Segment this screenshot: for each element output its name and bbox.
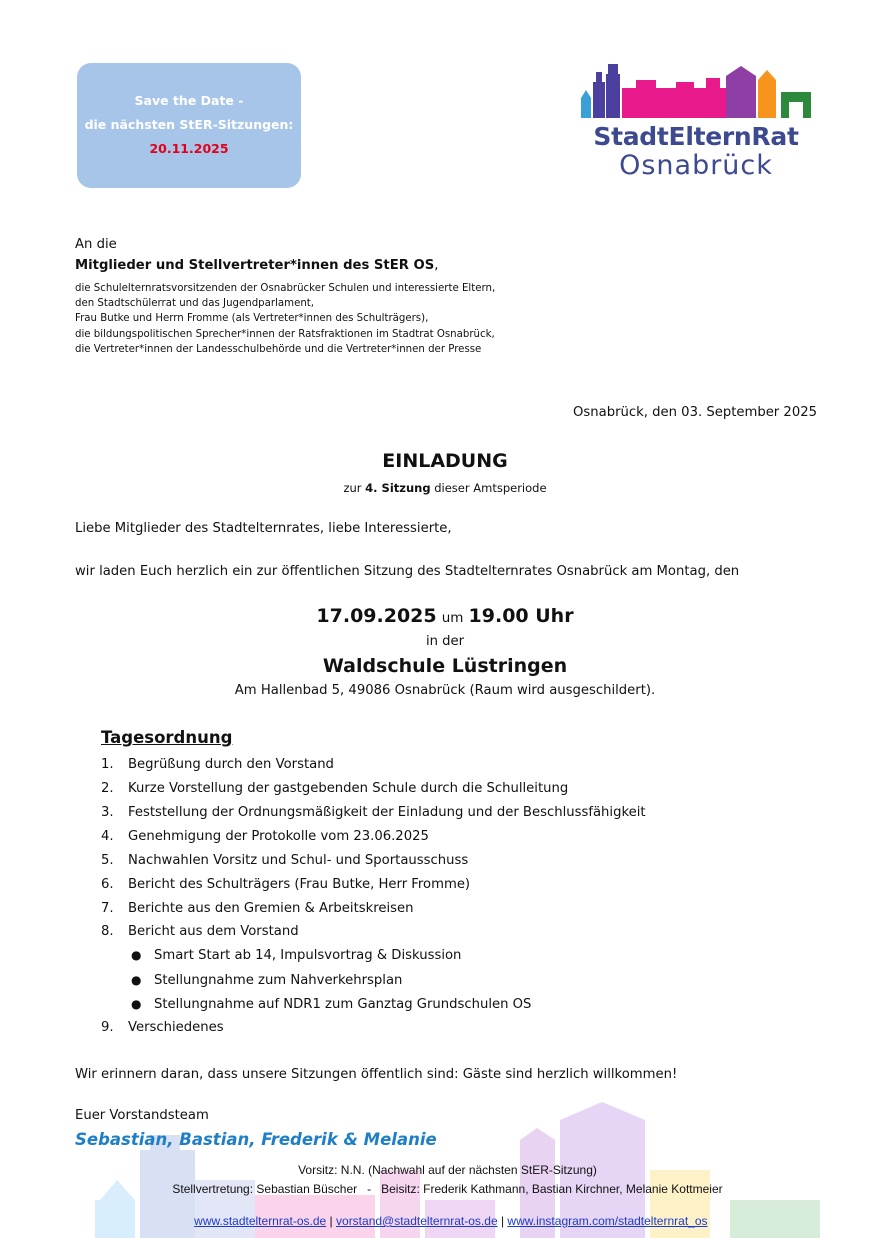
place-date: Osnabrück, den 03. September 2025: [573, 405, 817, 420]
agenda-subitem-text: Stellungnahme zum Nahverkehrsplan: [154, 973, 403, 988]
agenda-item-text: Genehmigung der Protokolle vom 23.06.2025: [128, 829, 429, 844]
email-link[interactable]: vorstand@stadtelternrat-os.de: [336, 1214, 498, 1228]
meeting-date: 17.09.2025: [316, 605, 437, 627]
recipient-line: die Vertreter*innen der Landesschulbehörde und die Vertreter*innen der Presse: [75, 343, 482, 355]
agenda-item-number: 2.: [101, 781, 114, 796]
recipient-line: Frau Butke und Herrn Fromme (als Vertreter*innen des Schulträgers),: [75, 313, 429, 325]
meeting-in-der: in der: [425, 634, 465, 649]
footer-board: Stellvertretung: Sebastian Büscher - Beisitz: Frederik Kathmann, Bastian Kirchner, Melanie Kottmeier: [172, 1182, 723, 1196]
footer-chair: Vorsitz: N.N. (Nachwahl auf der nächsten StER-Sitzung): [298, 1163, 597, 1177]
salutation: Liebe Mitglieder des Stadtelternrates, liebe Interessierte,: [75, 521, 452, 536]
agenda-item-number: 6.: [101, 877, 114, 892]
bullet-icon: ●: [131, 948, 142, 962]
agenda-item-number: 1.: [101, 757, 114, 772]
logo-title: StadtElternRat: [593, 122, 799, 151]
subheading-post: dieser Amtsperiode: [430, 481, 547, 495]
footer-separator: |: [326, 1214, 337, 1228]
bullet-icon: ●: [131, 973, 142, 987]
agenda-item-number: 8.: [101, 924, 114, 939]
save-the-date-date: 20.11.2025: [149, 141, 229, 156]
meeting-address: Am Hallenbad 5, 49086 Osnabrück (Raum wird ausgeschildert).: [234, 683, 656, 698]
footer-links: [0, 1200, 875, 1228]
agenda-item-text: Feststellung der Ordnungsmäßigkeit der Einladung und der Beschlussfähigkeit: [128, 805, 646, 820]
subheading-bold: 4. Sitzung: [365, 481, 431, 495]
agenda-item-text: Kurze Vorstellung der gastgebenden Schule durch die Schulleitung: [128, 781, 569, 796]
agenda-item-text: Verschiedenes: [128, 1020, 224, 1035]
subheading-pre: zur: [343, 481, 366, 495]
address-intro: An die: [75, 237, 117, 252]
recipients-list: [75, 281, 495, 357]
agenda-item-number: 7.: [101, 901, 114, 916]
reminder-text: Wir erinnern daran, dass unsere Sitzungen öffentlich sind: Gäste sind herzlich willkommen!: [75, 1067, 678, 1082]
signature: Sebastian, Bastian, Frederik & Melanie: [75, 1130, 437, 1149]
logo: [576, 62, 816, 180]
agenda-item-text: Begrüßung durch den Vorstand: [128, 757, 334, 772]
instagram-link[interactable]: www.instagram.com/stadtelternrat_os: [507, 1214, 708, 1228]
agenda-item-number: 9.: [101, 1020, 114, 1035]
meeting-datetime: [0, 605, 875, 627]
agenda-item-text: Bericht aus dem Vorstand: [128, 924, 299, 939]
recipient-line: die bildungspolitischen Sprecher*innen der Ratsfraktionen im Stadtrat Osnabrück,: [75, 328, 495, 340]
meeting-time: 19.00 Uhr: [468, 605, 574, 627]
agenda-item-number: 3.: [101, 805, 114, 820]
invite-text: wir laden Euch herzlich ein zur öffentlichen Sitzung des Stadtelternrates Osnabrück am Montag, den: [75, 564, 740, 579]
agenda-subitem-text: Smart Start ab 14, Impulsvortrag & Diskussion: [154, 948, 462, 963]
agenda-item-number: 5.: [101, 853, 114, 868]
meeting-um: um: [441, 610, 464, 626]
closing: Euer Vorstandsteam: [75, 1108, 209, 1123]
save-the-date-box: [77, 63, 301, 188]
agenda-item-text: Berichte aus den Gremien & Arbeitskreisen: [128, 901, 414, 916]
page-title: EINLADUNG: [382, 450, 508, 472]
recipients-bold: Mitglieder und Stellvertreter*innen des StER OS: [75, 258, 435, 273]
footer-separator: |: [497, 1214, 508, 1228]
agenda-item-text: Bericht des Schulträgers (Frau Butke, Herr Fromme): [128, 877, 471, 892]
bullet-icon: ●: [131, 997, 142, 1011]
recipients-heading: [75, 258, 438, 273]
agenda-title: Tagesordnung: [101, 728, 233, 747]
recipients-comma: ,: [434, 258, 439, 273]
website-link[interactable]: www.stadtelternrat-os.de: [194, 1214, 327, 1228]
agenda-item-text: Nachwahlen Vorsitz und Schul- und Sportausschuss: [128, 853, 469, 868]
agenda-subitem-text: Stellungnahme auf NDR1 zum Ganztag Grundschulen OS: [154, 997, 532, 1012]
meeting-venue: Waldschule Lüstringen: [322, 655, 568, 677]
recipient-line: den Stadtschülerrat und das Jugendparlament,: [75, 298, 315, 310]
agenda-list: [101, 757, 801, 1047]
recipient-line: die Schulelternratsvorsitzenden der Osnabrücker Schulen und interessierte Eltern,: [75, 283, 496, 294]
agenda-item-number: 4.: [101, 829, 114, 844]
logo-city: Osnabrück: [619, 150, 773, 181]
subheading: [0, 481, 875, 495]
save-the-date-subtitle: die nächsten StER-Sitzungen:: [84, 117, 294, 132]
city-skyline-icon: [576, 62, 816, 122]
save-the-date-title: Save the Date -: [134, 93, 244, 108]
